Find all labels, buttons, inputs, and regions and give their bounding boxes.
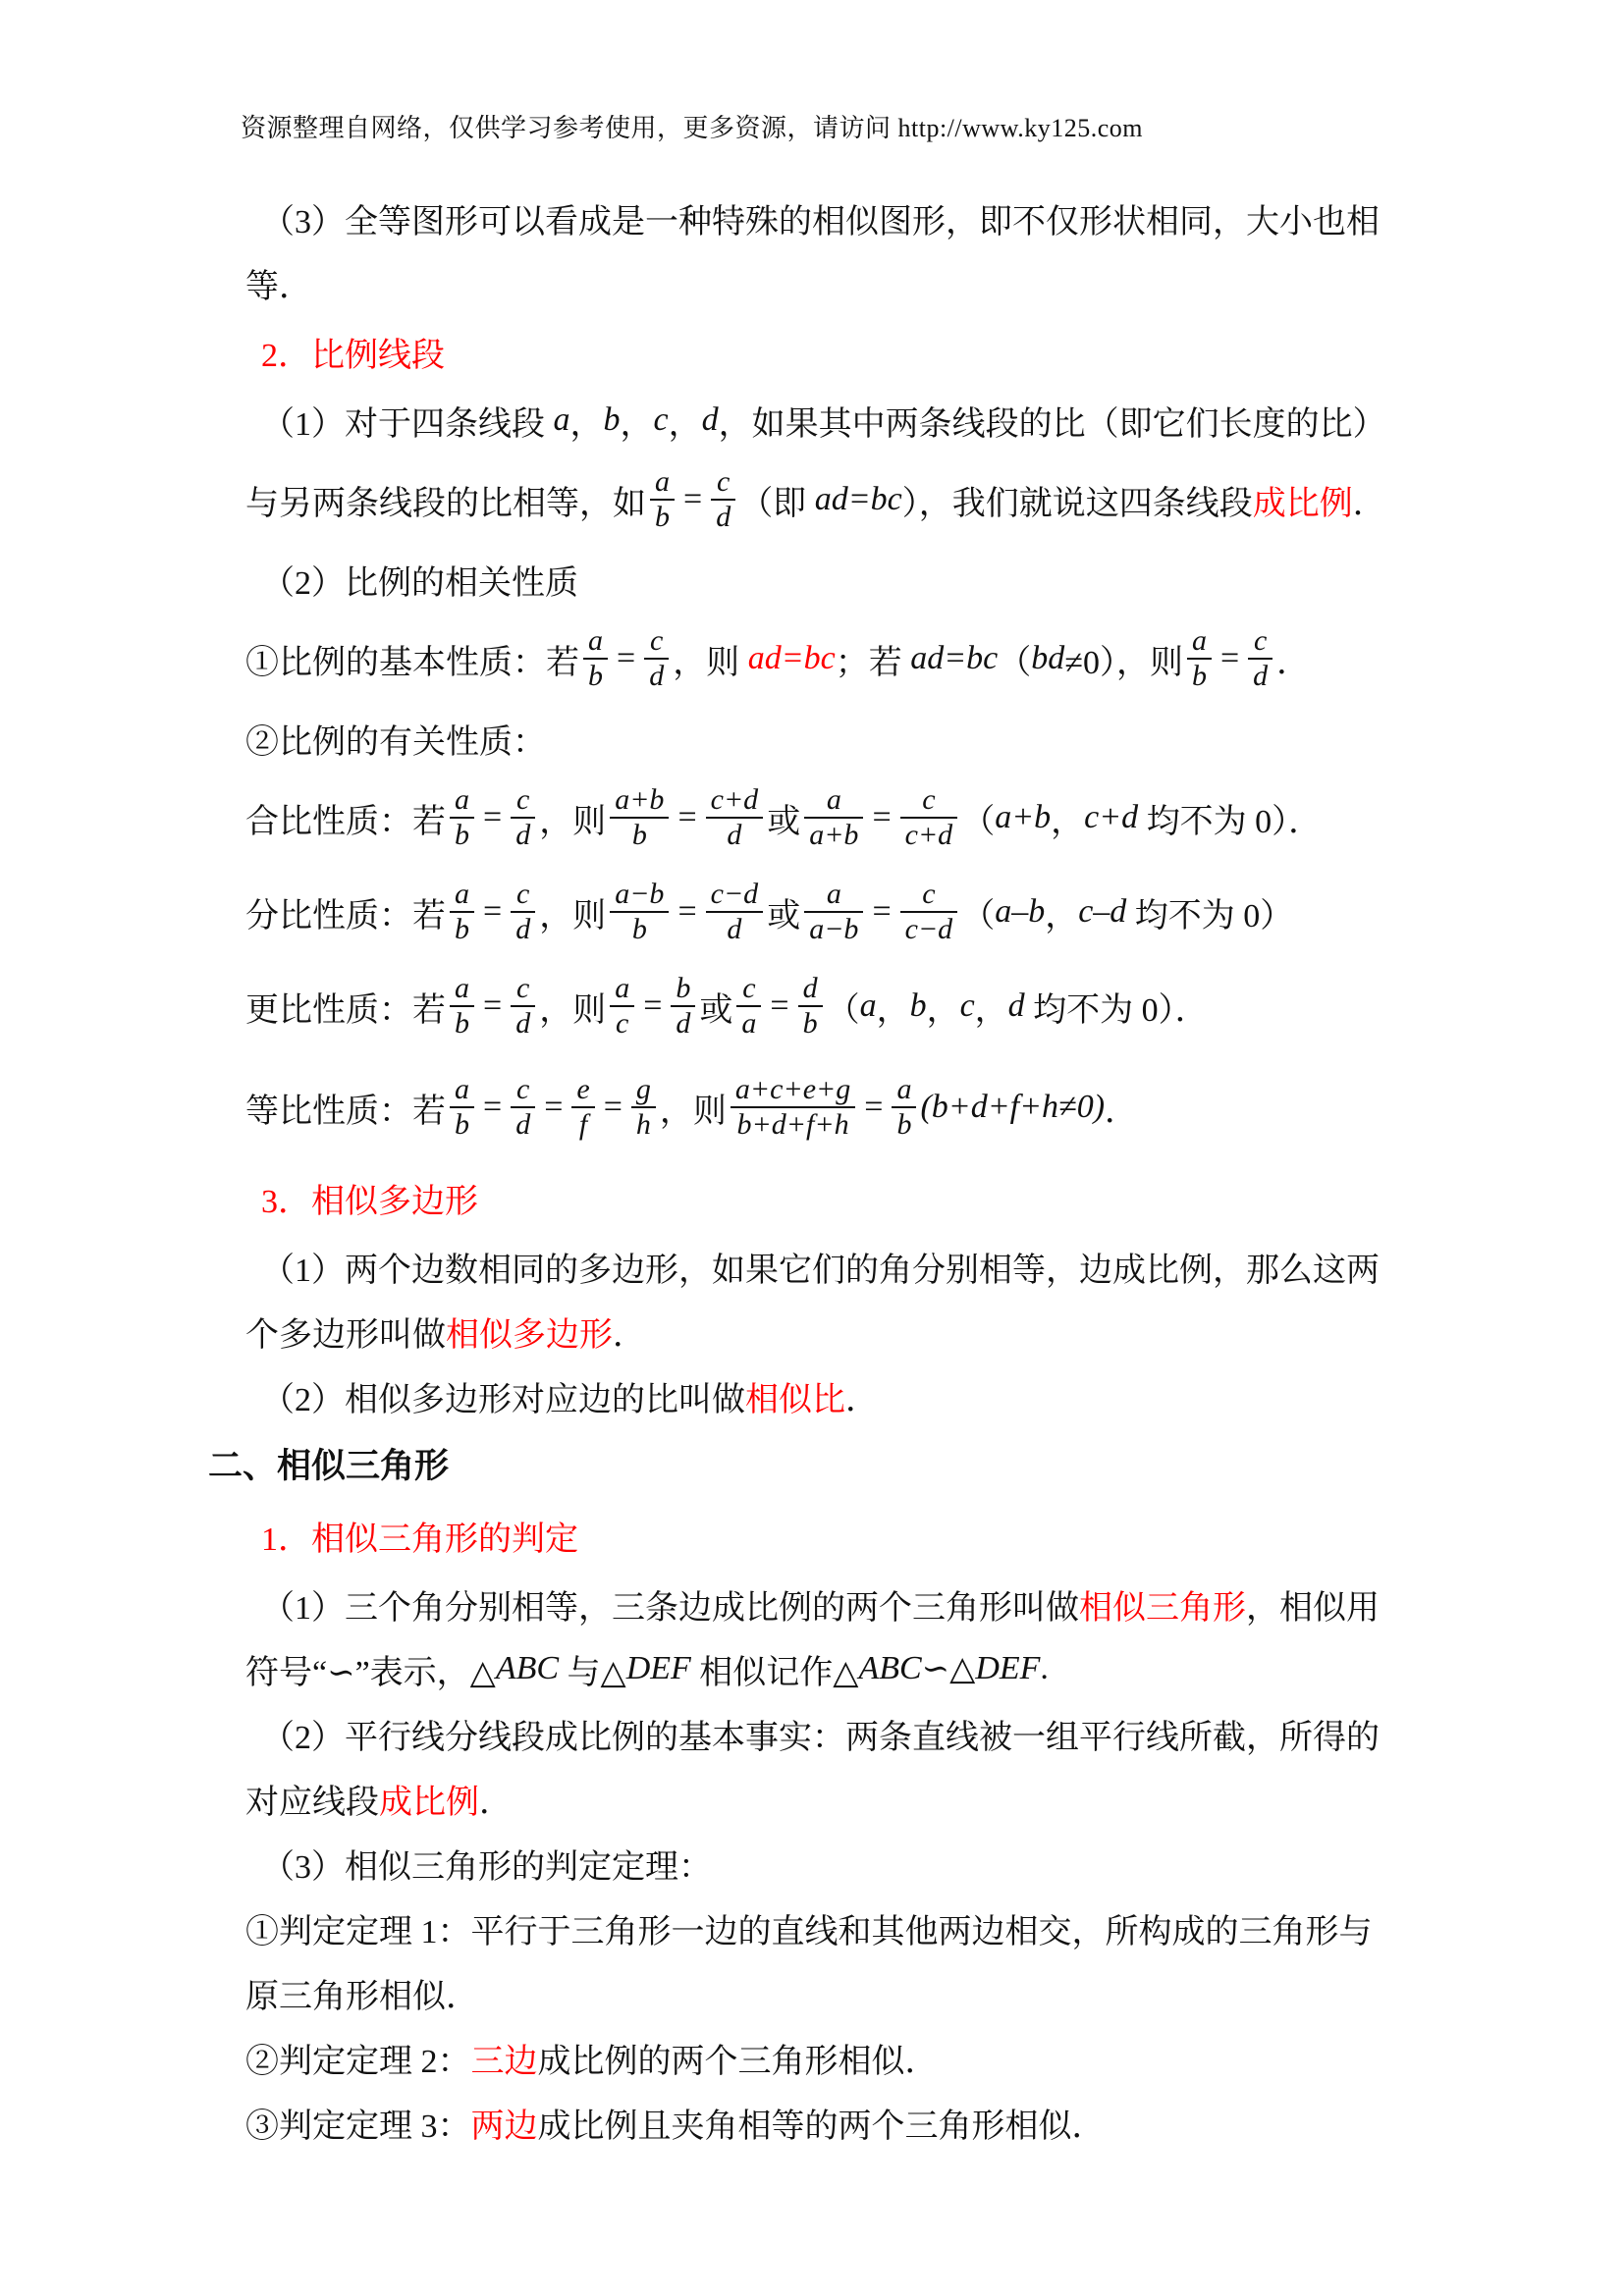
text-run: ，: [1051, 803, 1085, 840]
highlight-red-text: 相似多边形: [446, 1316, 613, 1354]
text-run: ，则: [539, 991, 607, 1029]
text-run: ．: [1276, 644, 1311, 681]
math-text: b: [909, 988, 927, 1024]
heading-triangle-judgement: [245, 1499, 1447, 1572]
fraction: $\frac{c}{d}$: [644, 624, 669, 692]
text-run: 对应线段: [245, 1784, 379, 1821]
para-judgement-def-1: [245, 1572, 1447, 1636]
math-text: ad=bc: [814, 481, 902, 517]
text-run: ．: [1352, 485, 1386, 522]
text-run: ，则: [539, 897, 607, 934]
header-notice: 资源整理自网络，仅供学习参考使用，更多资源，请访问 http://www.ky125.com: [241, 114, 1144, 142]
fraction: $\frac{a}{b}$: [450, 783, 474, 851]
math-text: ABC: [858, 1650, 922, 1686]
text-run: ），我们就说这四条线段: [901, 485, 1253, 522]
text-run: （: [826, 991, 860, 1029]
fraction: $\frac{c}{c-d}$: [900, 878, 958, 945]
highlight-red-text: 成比例: [379, 1784, 479, 1821]
para-similar-polygons-2: [245, 1299, 1447, 1363]
para-basic-property: [245, 612, 1447, 706]
math-text: d: [701, 401, 719, 438]
text-run: 等．: [245, 268, 312, 305]
para-congruent-figures-2: [245, 250, 1447, 315]
math-text: a: [859, 988, 877, 1024]
text-run: ，则: [673, 644, 748, 681]
para-judgement-theorems-head: [245, 1831, 1447, 1896]
text-run: ，: [620, 405, 654, 443]
math-text: bd: [1031, 640, 1065, 676]
fraction: $\frac{c}{d}$: [1248, 624, 1272, 692]
text-run: （2）平行线分线段成比例的基本事实：两条直线被一组平行线所截，所得的: [261, 1719, 1380, 1756]
text-run: ②比例的有关性质：: [245, 723, 546, 761]
fraction: $\frac{a}{b}$: [1187, 624, 1212, 692]
text-run: ，: [668, 405, 702, 443]
text-run: 成比例的两个三角形相似．: [537, 2043, 939, 2080]
text-run: 符号“∽”表示，△: [245, 1654, 496, 1691]
highlight-red-text: 相似三角形: [1079, 1589, 1246, 1627]
text-run: =: [677, 799, 697, 835]
text-run: =: [483, 988, 503, 1024]
para-property-gengbi: [245, 959, 1447, 1053]
fraction: $\frac{d}{b}$: [798, 972, 823, 1040]
text-run: ，: [569, 405, 604, 443]
text-run: ，: [1045, 897, 1079, 934]
text-run: （: [998, 644, 1032, 681]
fraction: $\frac{a}{b}$: [450, 1073, 474, 1141]
highlight-red-text: 相似比: [745, 1381, 845, 1418]
heading-similar-triangles: [208, 1428, 1447, 1499]
fraction: $\frac{c}{d}$: [711, 465, 735, 533]
math-text: c–d: [1078, 893, 1127, 930]
math-text: c: [653, 401, 669, 438]
para-similar-polygons-1: [245, 1234, 1447, 1299]
text-run: 个多边形叫做: [245, 1316, 446, 1354]
fraction: $\frac{b}{d}$: [671, 972, 695, 1040]
para-similarity-ratio: [245, 1363, 1447, 1428]
text-run: ．: [613, 1316, 646, 1354]
text-run: ；若: [835, 644, 911, 681]
fraction: $\frac{a}{b}$: [892, 1073, 916, 1141]
fraction: $\frac{a}{a+b}$: [804, 783, 863, 851]
text-run: =: [872, 799, 892, 835]
para-theorem-1b: [245, 1960, 1447, 2025]
text-run: ，则: [539, 803, 607, 840]
fraction: $\frac{a}{c}$: [610, 972, 634, 1040]
fraction: $\frac{c}{c+d}$: [900, 783, 958, 851]
math-text: (b+d+f+h≠0): [920, 1089, 1106, 1125]
highlight-red-text: 1．相似三角形的判定: [261, 1521, 578, 1558]
math-text: DEF: [975, 1650, 1041, 1686]
fraction: $\frac{a}{b}$: [450, 878, 474, 945]
fraction: $\frac{c}{d}$: [511, 783, 535, 851]
text-run: =: [683, 481, 703, 517]
text-run: .: [1040, 1650, 1049, 1686]
para-judgement-def-2: [245, 1636, 1447, 1701]
document-body: [208, 186, 1447, 2155]
fraction: $\frac{a}{b}$: [650, 465, 675, 533]
text-run: ．: [1105, 1093, 1139, 1130]
highlight-red-text: 3．相似多边形: [261, 1183, 478, 1220]
math-text: c: [959, 988, 975, 1024]
text-run: 均不为 0）: [1126, 897, 1294, 934]
para-theorem-2: [245, 2025, 1447, 2090]
text-run: 或: [699, 991, 733, 1029]
text-run: （: [961, 803, 996, 840]
para-four-segments-1: [245, 388, 1447, 453]
text-run: ①判定定理 1：平行于三角形一边的直线和其他两边相交，所构成的三角形与: [245, 1913, 1373, 1950]
text-run: =: [483, 893, 503, 930]
fraction: $\frac{c}{a}$: [736, 972, 761, 1040]
text-run: 相似记作△: [690, 1654, 859, 1691]
fraction: $\frac{e}{f}$: [571, 1073, 594, 1141]
text-run: ．: [479, 1784, 513, 1821]
text-run: =: [872, 893, 892, 930]
text-run: 等比性质：若: [245, 1093, 446, 1130]
text-run: ，则: [659, 1093, 727, 1130]
text-run: （1）对于四条线段: [261, 405, 554, 443]
highlight-red-text: 成比例: [1252, 485, 1353, 522]
math-text: b: [603, 401, 621, 438]
text-run: 与另两条线段的比相等，如: [245, 485, 646, 522]
text-run: 分比性质：若: [245, 897, 446, 934]
text-run: ≠0），则: [1064, 644, 1183, 681]
para-four-segments-2: [245, 453, 1447, 547]
text-run: ，如果其中两条线段的比（即它们长度的比）: [718, 405, 1386, 443]
text-run: =: [677, 893, 697, 930]
text-run: ．: [845, 1381, 879, 1418]
text-run: 合比性质：若: [245, 803, 446, 840]
math-text: d: [1007, 988, 1025, 1024]
math-text: a: [553, 401, 570, 438]
text-run: =: [770, 988, 789, 1024]
text-run: ，: [926, 991, 960, 1029]
text-run: =: [1219, 640, 1240, 676]
fraction: $\frac{a}{b}$: [450, 972, 474, 1040]
fraction: $\frac{a-b}{b}$: [610, 878, 669, 945]
text-run: ①比例的基本性质：若: [245, 644, 579, 681]
text-run: =: [864, 1089, 884, 1125]
fraction: $\frac{c+d}{d}$: [706, 783, 764, 851]
fraction: $\frac{c}{d}$: [511, 1073, 535, 1141]
text-run: ②判定定理 2：: [245, 2043, 471, 2080]
fraction: $\frac{g}{h}$: [631, 1073, 656, 1141]
text-run: （3）全等图形可以看成是一种特殊的相似图形，即不仅形状相同，大小也相: [261, 203, 1380, 240]
fraction: $\frac{a}{a-b}$: [804, 878, 863, 945]
para-theorem-1a: [245, 1896, 1447, 1960]
text-run: 均不为 0）．: [1138, 803, 1323, 840]
text-run: 或: [767, 897, 801, 934]
fraction: $\frac{c}{d}$: [511, 878, 535, 945]
para-parallel-fact-2: [245, 1766, 1447, 1831]
text-run: =: [617, 640, 636, 676]
highlight-red-text: 2．比例线段: [261, 337, 445, 374]
text-run: =: [483, 799, 503, 835]
text-run: （: [961, 897, 996, 934]
para-property-dengbi: [245, 1053, 1447, 1161]
fraction: $\frac{c-d}{d}$: [706, 878, 764, 945]
text-run: ③判定定理 3：: [245, 2108, 471, 2145]
para-theorem-3: [245, 2090, 1447, 2155]
text-run: ，: [876, 991, 910, 1029]
text-run: =: [483, 1089, 503, 1125]
fraction: $\frac{a+c+e+g}{b+d+f+h}$: [731, 1073, 855, 1141]
heading-proportional-segments: [245, 315, 1447, 388]
para-property-fenbi: [245, 865, 1447, 959]
para-parallel-fact-1: [245, 1701, 1447, 1766]
text-run: （2）比例的相关性质: [261, 564, 578, 602]
fraction: $\frac{c}{d}$: [511, 972, 535, 1040]
text-run: 与△: [559, 1654, 626, 1691]
highlight-red-text: 两边: [470, 2108, 538, 2145]
math-text: a+b: [995, 799, 1052, 835]
para-related-properties-head: [245, 706, 1447, 771]
highlight-red-text: ad=bc: [747, 640, 836, 676]
math-text: a–b: [995, 893, 1046, 930]
para-congruent-figures-1: [245, 186, 1447, 250]
fraction: $\frac{a+b}{b}$: [610, 783, 669, 851]
math-text: ABC: [495, 1650, 560, 1686]
text-run: 成比例且夹角相等的两个三角形相似．: [537, 2108, 1106, 2145]
text-run: （2）相似多边形对应边的比叫做: [261, 1381, 745, 1418]
text-run: 原三角形相似．: [245, 1978, 479, 2015]
text-run: （3）相似三角形的判定定理：: [261, 1848, 712, 1886]
text-run: （1）三个角分别相等，三条边成比例的两个三角形叫做: [261, 1589, 1079, 1627]
text-run: （即: [739, 485, 815, 522]
heading-similar-polygons: [245, 1161, 1447, 1234]
text-run: ，相似用: [1246, 1589, 1380, 1627]
text-run: ，: [974, 991, 1008, 1029]
text-run: （1）两个边数相同的多边形，如果它们的角分别相等，边成比例，那么这两: [261, 1252, 1380, 1289]
math-text: DEF: [625, 1650, 691, 1686]
text-run: 二、相似三角形: [208, 1447, 450, 1485]
highlight-red-text: 三边: [470, 2043, 538, 2080]
math-text: ad=bc: [910, 640, 999, 676]
text-run: =: [544, 1089, 564, 1125]
math-text: c+d: [1084, 799, 1139, 835]
para-property-hebi: [245, 771, 1447, 865]
text-run: 均不为 0）．: [1024, 991, 1209, 1029]
text-run: 或: [767, 803, 801, 840]
text-run: ∽△: [921, 1651, 976, 1687]
text-run: 更比性质：若: [245, 991, 446, 1029]
para-proportion-properties-head: [245, 547, 1447, 612]
text-run: =: [603, 1089, 623, 1125]
text-run: =: [643, 988, 663, 1024]
fraction: $\frac{a}{b}$: [583, 624, 608, 692]
